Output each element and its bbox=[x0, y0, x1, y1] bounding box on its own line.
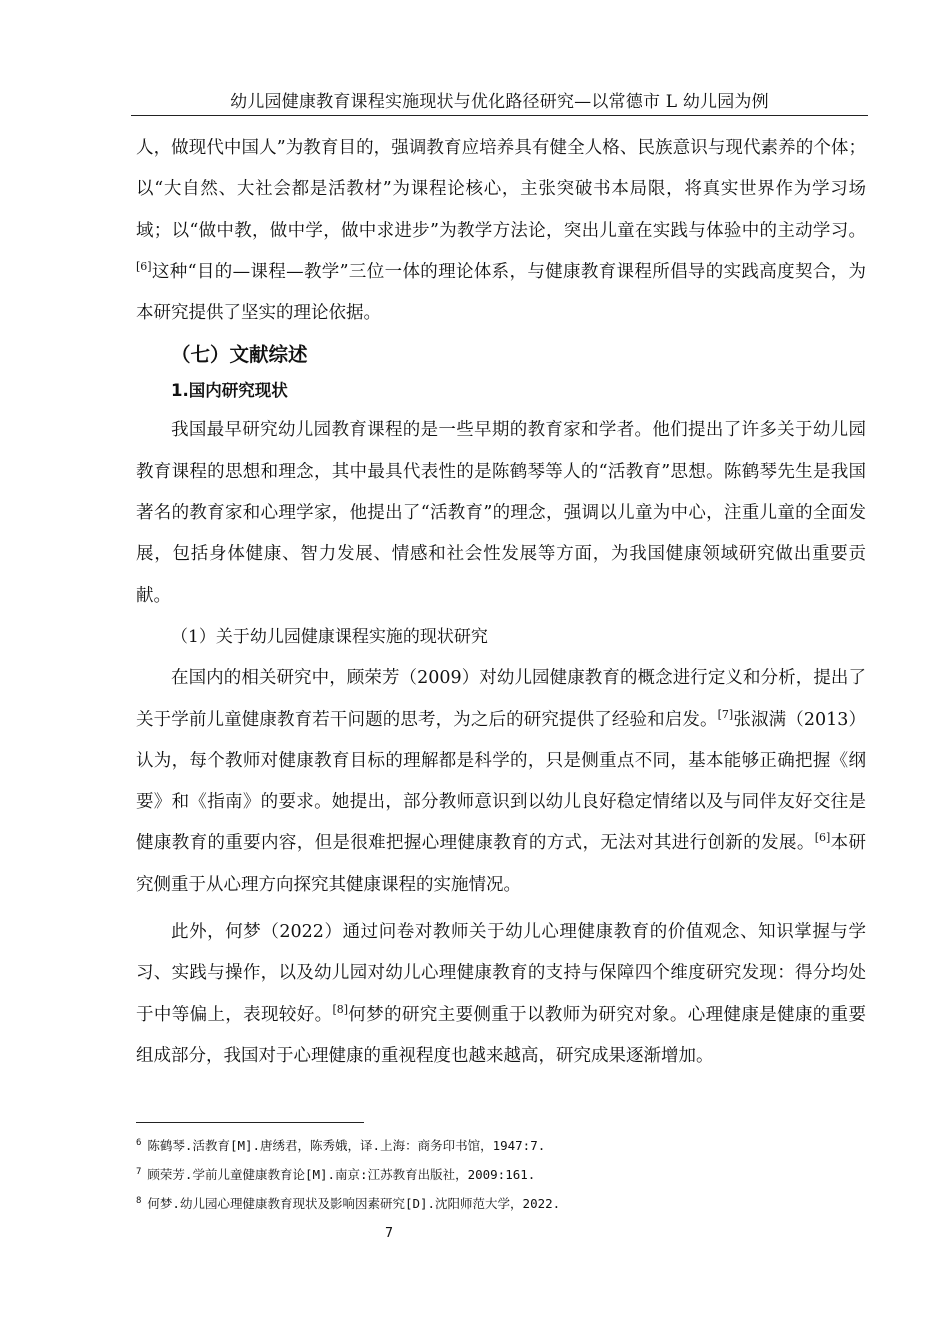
footnote-text: 顾荣芳.学前儿童健康教育论[M].南京:江苏教育出版社，2009:161. bbox=[147, 1167, 536, 1182]
page-number: 7 bbox=[384, 1226, 394, 1241]
paragraph-text: 何梦的研究主要侧重于以教师为研究对象。心理健康是健康的重要组成部分，我国对于心理健康的重视程度也越来越高，研究成果逐渐增加。 bbox=[136, 1004, 867, 1066]
citation-marker: [6] bbox=[814, 831, 831, 845]
paragraph-theory bbox=[136, 128, 866, 334]
footnotes bbox=[136, 1131, 866, 1218]
footnote-rule bbox=[136, 1122, 364, 1123]
footnote-marker: 7 bbox=[136, 1166, 142, 1177]
running-header: 幼儿园健康教育课程实施现状与优化路径研究—以常德市 L 幼儿园为例 bbox=[230, 92, 769, 112]
footnote-marker: 8 bbox=[136, 1195, 142, 1206]
section-heading: （七）文献综述 bbox=[171, 343, 308, 367]
paragraph-text: 此外，何梦（2022）通过问卷对教师关于幼儿心理健康教育的价值观念、知识掌握与学习、实践与操作，以及幼儿园对幼儿心理健康教育的支持与保障四个维度研究发现：得分均处于中等偏上，表现较好。 bbox=[136, 922, 866, 1025]
paragraph-text: 本研究侧重于从心理方向探究其健康课程的实施情况。 bbox=[136, 833, 867, 895]
paragraph-text: 在国内的相关研究中，顾荣芳（2009）对幼儿园健康教育的概念进行定义和分析，提出了关于学前儿童健康教育若干问题的思考，为之后的研究提供了经验和启发。 bbox=[136, 668, 866, 730]
footnote-text: 何梦.幼儿园心理健康教育现状及影响因素研究[D].沈阳师范大学，2022. bbox=[147, 1196, 561, 1211]
paragraph-text: 张淑满（2013）认为，每个教师对健康教育目标的理解都是科学的，只是侧重点不同，基本能够正确把握《纲要》和《指南》的要求。她提出，部分教师意识到以幼儿良好稳定情绪以及与同伴友好交往是健康教育的重要内容，但是很难把握心理健康教育的方式，无法对其进行创新的发展。 bbox=[136, 709, 866, 854]
paragraph-heming bbox=[136, 912, 866, 1077]
citation-marker: [6] bbox=[136, 260, 152, 274]
header-rule bbox=[131, 115, 868, 116]
paragraph-domestic-research bbox=[136, 658, 866, 906]
citation-marker: [8] bbox=[332, 1002, 349, 1016]
paragraph-text: 这种“目的—课程—教学”三位一体的理论体系，与健康教育课程所倡导的实践高度契合，为本研究提供了坚实的理论依据。 bbox=[136, 261, 866, 324]
body-text bbox=[136, 128, 866, 1077]
sub-heading: （1）关于幼儿园健康课程实施的现状研究 bbox=[171, 626, 488, 647]
citation-marker: [7] bbox=[717, 707, 734, 721]
subsection-heading: 1.国内研究现状 bbox=[171, 381, 288, 401]
footnote bbox=[136, 1160, 866, 1189]
paragraph-text: 人，做现代中国人”为教育目的，强调教育应培养具有健全人格、民族意识与现代素养的个体；以“大自然、大社会都是活教材”为课程论核心，主张突破书本局限，将真实世界作为学习场域；以“做中教，做中学，做中求进步”为教学方法论，突出儿童在实践与体验中的主动学习。 bbox=[136, 138, 866, 241]
paragraph-early-research: 我国最早研究幼儿园教育课程的是一些早期的教育家和学者。他们提出了许多关于幼儿园教育课程的思想和理念，其中最具代表性的是陈鹤琴等人的“活教育”思想。陈鹤琴先生是我国著名的教育家和心理学家，他提出了“活教育”的理念，强调以儿童为中心，注重儿童的全面发展，包括身体健康、智力发展、情感和社会性发展等方面，为我国健康领域研究做出重要贡献。 bbox=[136, 420, 866, 606]
footnote-marker: 6 bbox=[136, 1137, 142, 1148]
footnote-text: 陈鹤琴.活教育[M].唐绣君，陈秀娥，译.上海：商务印书馆，1947:7. bbox=[147, 1138, 546, 1153]
footnote bbox=[136, 1189, 866, 1218]
footnote bbox=[136, 1131, 866, 1160]
